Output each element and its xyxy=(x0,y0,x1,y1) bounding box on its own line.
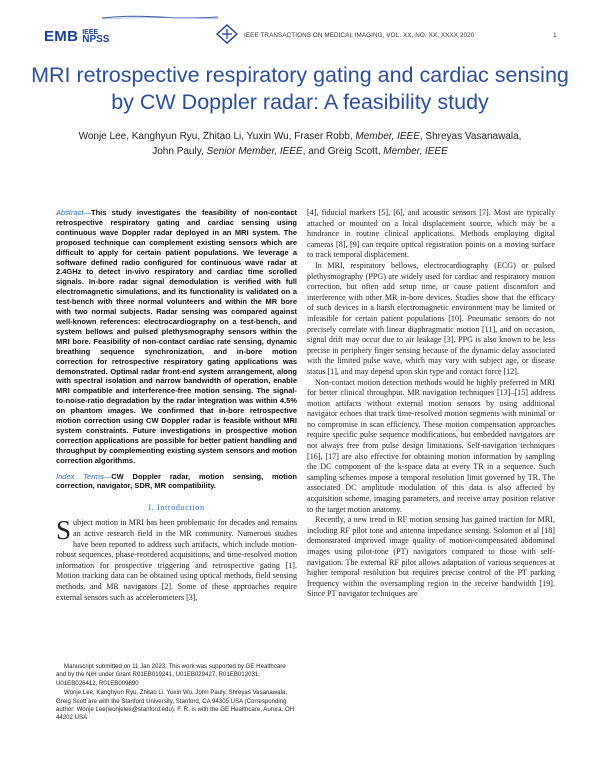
index-terms xyxy=(56,472,297,492)
npss-logo-line1: IEEE xyxy=(82,28,99,36)
npss-logo-line2: NPSS xyxy=(82,33,110,45)
running-head: IEEE TRANSACTIONS ON MEDICAL IMAGING, VOL. XX, NO. XX, XXXX 2020 xyxy=(244,32,475,39)
page-number: 1 xyxy=(553,32,557,39)
abstract xyxy=(56,208,297,466)
ieee-logo xyxy=(216,24,238,44)
body-paragraph: Recently, a new trend in RF motion sensing has gained traction for MRI, including RF pilot tone and antenna impedance sensing. Solomon et al [18] demonstrated improved image quality of motion-compensated abdominal images using pilot-tone (PT) navigators compared to those with self-navigation. The external RF pilot allows adaptation of various sequences at higher temporal resolution but requires precise control of the PT parking frequency within the oversampling region in the receive bandwidth [19]. Since PT navigator techniques are xyxy=(307,515,555,599)
drop-cap: S xyxy=(56,515,72,546)
body-paragraph: In MRI, respiratory bellows, electrocardiography (ECG) or pulsed plethysmography (PPG) are widely used for cardiac and respiratory motion correction, but often add setup time, or cause patient discomfort and interference with other MR in-bore devices. Studies show that the efficacy of such devices in a harsh electromagnetic environment may be limited or infeasible for certain patient populations [10]. Pneumatic sensors do not precisely correlate with linear diaphragmatic motion [11], and on occasion, signal drift may occur due to air leakage [3]. PPG is also known to be less precise in periphery finger sensing because of the dynamic delay associated with the limited pulse wave, which may vary with subject age, or disease status [1], and may depend upon skin type and contact force [12]. xyxy=(307,260,555,376)
author-role: Senior Member, IEEE xyxy=(206,146,303,157)
right-column xyxy=(307,208,555,600)
footnote-funding: Manuscript submitted on 11 Jan 2023. This work was supported by GE Healthcare and by the NIH under Grant R01EB019241, U01EB029427, R01EB012031, U01EB026412, R01EB009690 xyxy=(56,663,286,687)
author-role: Member, IEEE xyxy=(383,146,448,157)
author-list xyxy=(30,129,570,159)
index-terms-dash: — xyxy=(103,471,112,481)
abstract-text: This study investigates the feasibility of non-contact retrospective respiratory gating and cardiac sensing using continuous wave Doppler radar deployed in an MRI system. The proposed technique can complement existing sensors which are difficult to apply for certain patient populations. We leverage a software defined radio configured for continuous wave radar at 2.4GHz to detect in-vivo respiratory and cardiac time scrolled signals. In-bore radar signal demodulation is verified with full electromagnetic simulations, and its functionality is validated on a test-bench with three normal volunteers and within the MR bore with two normal subjects. Radar sensing was compared against well-known references: electrocardiography on a test-bench, and system bellows and pulsed plethysmography sensors within the MRI bore. Feasibility of non-contact cardiac rate sensing, dynamic breathing sequence synchronization, and in-bore motion correction for retrospective respiratory gating applications was demonstrated. Optimal radar front-end system arrangement, along with spectral isolation and narrow bandwidth of operation, enable MRI compatible and interference-free motion sensing. The signal-to-noise-ratio degradation by the radar integration was within 4.5% on phantom images. We confirmed that in-bore retrospective motion correction using CW Doppler radar is feasible without MRI system constraints. Future investigations in prospective motion correction applications are possible for better patient handling and throughput by complementing existing system sensors and motion correction algorithms. xyxy=(56,208,297,465)
abstract-dash: — xyxy=(83,208,92,217)
intro-paragraph xyxy=(56,515,297,603)
section-heading-introduction: I. Introduction xyxy=(148,503,205,513)
author-role: Member, IEEE xyxy=(355,131,420,142)
abstract-label: Abstract xyxy=(56,208,84,217)
authors-line1: Wonje Lee, Kanghyun Ryu, Zhitao Li, Yuxin Wu, Fraser Robb, xyxy=(78,131,356,142)
body-paragraph: Non-contact motion detection methods would be highly preferred in MRI for better clinical throughput. MR navigation techniques [13]–[15] address motion artifacts without external motion sensors by using additional navigator echoes that track time-resolved motion segments with minimal or no compromise in scan efficiency. These motion compensation approaches require specific pulse sequence modifications, but embedded navigators are not always free from pulse design limitations. Self-navigation techniques [16], [17] are also effective for obtaining motion information by sampling the DC component of the k-space data at every TR in a sequence. Such sampling schemes impose a temporal resolution limit governed by TR. The associated DC amplitude modulation of this data is also affected by acquisition scheme, imaging parameters, and receive array position relative to the target motion anatomy. xyxy=(307,377,555,514)
signal-processing-society-logo xyxy=(100,14,220,20)
footnote xyxy=(56,663,297,723)
left-column xyxy=(56,208,297,603)
authors-line1-tail: , Shreyas Vasanawala, xyxy=(419,131,522,142)
npss-logo xyxy=(82,29,109,44)
footnote-affiliations: Wonje Lee, Kanghyun Ryu, Zhitao Li, Yuxin Wu, John Pauly, Shreyas Vasanawala, Greig Scott are with the Stanford University, Stanford, CA 94305 USA (Corresponding author: Wonje Lee(wonjelee@stanford.edu). F. R. is with the GE Healthcare, Aurora, OH 44202 USA xyxy=(56,689,295,722)
index-terms-text: CW Doppler radar, motion sensing, motion correction, navigator, SDR, MR compatibility. xyxy=(56,471,297,491)
authors-line2-mid: , and Greig Scott, xyxy=(302,146,384,157)
authors-line2: John Pauly, xyxy=(152,146,207,157)
emb-logo: EMB xyxy=(44,27,79,45)
intro-text: ubject motion in MRI has been problematic for decades and remains an active research field in the MR community. Numerous studies have been reported to address such artifacts, which include motion-robust sequences, phase-reordered acquisitions, and time-resolved motion information for prospective triggering and retrospective gating [1]. Motion tracking data can be obtained using optical methods, field sensing methods, and MR navigators [2]. Some of these approaches require external sensors such as accelerometers [3], xyxy=(56,518,297,602)
body-paragraph: [4], fiducial markers [5], [6], and acoustic sensors [7]. Most are typically attached or mounted on a local displacement source, which may be a hindrance in routine clinical applications. Methods employing digital cameras [8], [9] can require optical registration points on a moving surface to track temporal displacement. xyxy=(307,208,555,260)
page-header xyxy=(0,0,600,48)
paper-title: MRI retrospective respiratory gating and cardiac sensing by CW Doppler radar: A feasibility study xyxy=(31,63,569,114)
journal-logos xyxy=(44,26,109,46)
index-terms-label: Index Terms xyxy=(56,471,104,481)
